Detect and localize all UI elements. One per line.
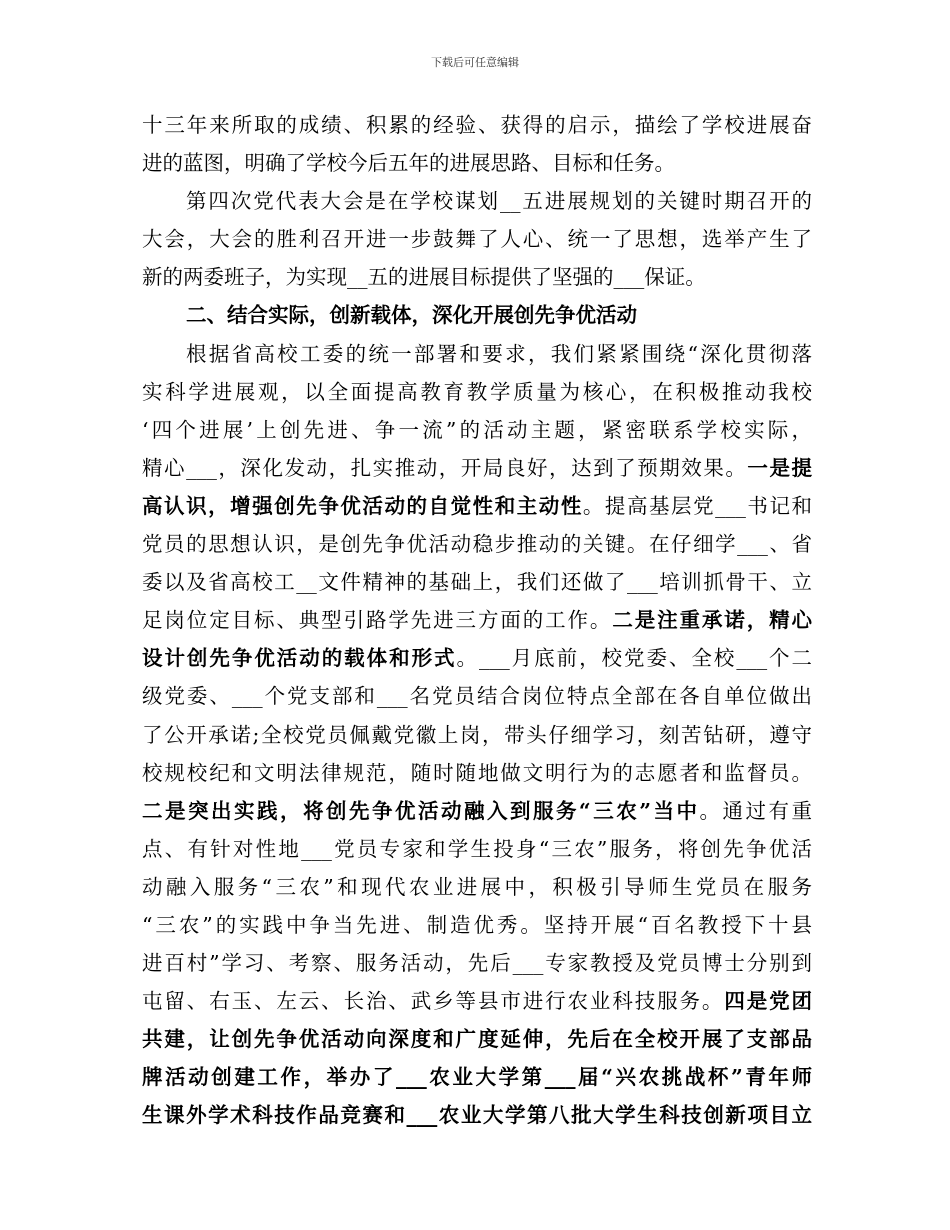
- text-segment: 精心___，深化发动，扎实推动，开局良好，达到了预期效果。: [142, 455, 748, 480]
- bold-text-segment: 二是注重承诺，精心: [612, 608, 812, 633]
- text-line: [142, 258, 812, 296]
- text-line: [142, 1096, 812, 1134]
- text-segment: 实科学进展观，以全面提高教育教学质量为核心，在积极推动我校: [142, 379, 812, 404]
- text-line: [142, 144, 812, 182]
- text-segment: 进的蓝图，明确了学校今后五年的进展思路、目标和任务。: [142, 151, 675, 176]
- text-segment: 第四次党代表大会是在学校谋划__五进展规划的关键时期召开的: [186, 189, 812, 214]
- text-segment: 党员的思想认识，是创先争优活动稳步推动的关键。在仔细学___、省: [142, 532, 812, 557]
- text-line: [142, 639, 812, 677]
- text-segment: 新的两委班子，为实现__五的进展目标提供了坚强的___保证。: [142, 265, 706, 290]
- text-segment: 足岗位定目标、典型引路学先进三方面的工作。: [142, 608, 613, 633]
- text-segment: 校规校纪和文明法律规范，随时随地做文明行为的志愿者和监督员。: [142, 760, 812, 785]
- text-line: [142, 792, 812, 830]
- text-line: [142, 1020, 812, 1058]
- text-segment: 委以及省高校工__文件精神的基础上，我们还做了___培训抓骨干、立: [142, 570, 812, 595]
- bold-text-segment: 四是党团: [724, 989, 812, 1014]
- text-line: [142, 563, 812, 601]
- text-line: [142, 449, 812, 487]
- text-line: [142, 487, 812, 525]
- text-segment: 动融入服务“三农”和现代农业进展中，积极引导师生党员在服务: [142, 874, 812, 899]
- text-segment: 进百村”学习、考察、服务活动，先后___专家教授及党员博士分别到: [142, 951, 812, 976]
- text-line: [142, 716, 812, 754]
- text-line: [142, 944, 812, 982]
- bold-text-segment: 生课外学术科技作品竞赛和___农业大学第八批大学生科技创新项目立: [142, 1103, 812, 1128]
- text-segment: 点、有针对性地___党员专家和学生投身“三农”服务，将创先争优活: [142, 836, 812, 861]
- bold-text-segment: 高认识，增强创先争优活动的自觉性和主动性: [142, 493, 583, 518]
- text-line: [142, 373, 812, 411]
- text-line: [142, 335, 812, 373]
- bold-text-segment: 共建，让创先争优活动向深度和广度延伸，先后在全校开展了支部品: [142, 1027, 812, 1052]
- text-line: [142, 868, 812, 906]
- text-segment: 。通过有重: [699, 798, 812, 823]
- text-line: [142, 601, 812, 639]
- text-line: [142, 220, 812, 258]
- text-line: [142, 182, 812, 220]
- text-line: [142, 411, 812, 449]
- text-segment: 了公开承诺;全校党员佩戴党徽上岗，带头仔细学习，刻苦钻研，遵守: [142, 722, 812, 747]
- bold-text-segment: 设计创先争优活动的载体和形式: [142, 646, 457, 671]
- text-segment: 。___月底前，校党委、全校___个二: [456, 646, 812, 671]
- text-segment: “三农”的实践中争当先进、制造优秀。坚持开展“百名教授下十县: [142, 912, 812, 937]
- text-line: [142, 982, 812, 1020]
- text-segment: 大会，大会的胜利召开进一步鼓舞了人心、统一了思想，选举产生了: [142, 227, 812, 252]
- document-body: [142, 106, 812, 1135]
- text-line: [142, 106, 812, 144]
- text-segment: 十三年来所取的成绩、积累的经验、获得的启示，描绘了学校进展奋: [142, 113, 812, 137]
- text-line: [142, 296, 812, 334]
- text-line: [142, 525, 812, 563]
- text-line: [142, 677, 812, 715]
- bold-text-segment: 牌活动创建工作，举办了___农业大学第___届“兴农挑战杯”青年师: [142, 1065, 812, 1090]
- text-line: [142, 754, 812, 792]
- bold-text-segment: 一是提: [747, 455, 812, 480]
- text-line: [142, 906, 812, 944]
- page-header: 下载后可任意编辑: [431, 56, 519, 69]
- text-line: [142, 830, 812, 868]
- bold-text-segment: 二、结合实际，创新载体，深化开展创先争优活动: [186, 303, 637, 328]
- text-segment: 根据省高校工委的统一部署和要求，我们紧紧围绕“深化贯彻落: [186, 341, 812, 366]
- text-line: [142, 1058, 812, 1096]
- text-segment: ‘四个进展’上创先进、争一流”的活动主题，紧密联系学校实际，: [142, 417, 812, 442]
- bold-text-segment: 二是突出实践，将创先争优活动融入到服务“三农”当中: [142, 798, 700, 823]
- text-segment: 屯留、右玉、左云、长治、武乡等县市进行农业科技服务。: [142, 989, 725, 1014]
- text-segment: 。提高基层党___书记和: [582, 493, 812, 518]
- text-segment: 级党委、___个党支部和___名党员结合岗位特点全部在各自单位做出: [142, 684, 812, 709]
